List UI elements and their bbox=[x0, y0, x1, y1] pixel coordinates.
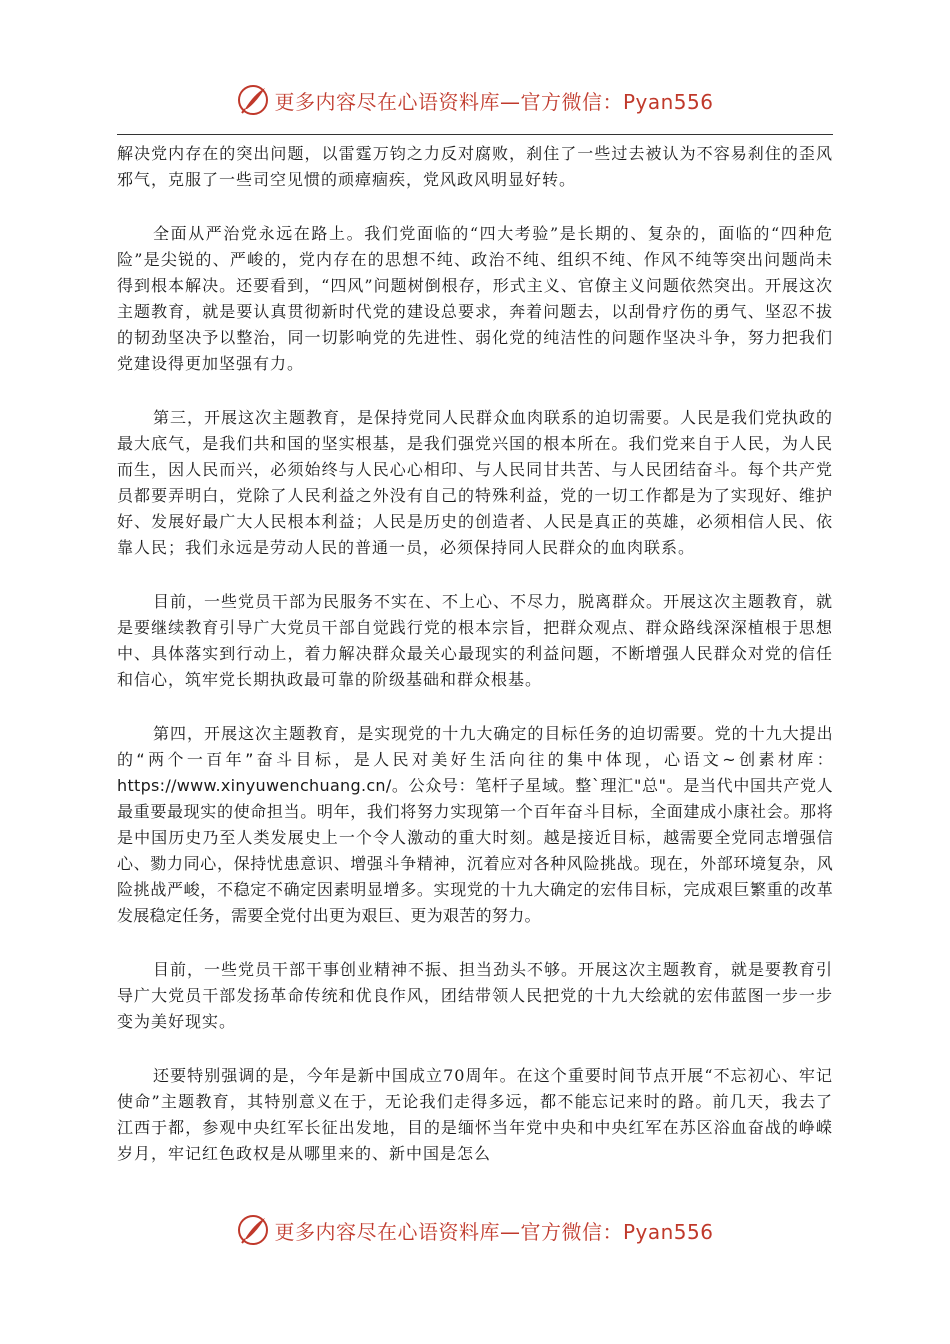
document-body bbox=[117, 141, 833, 1195]
header-divider bbox=[117, 134, 833, 135]
header-banner bbox=[0, 80, 950, 120]
quill-pen-icon bbox=[236, 83, 270, 117]
header-banner-text: 更多内容尽在心语资料库—官方微信：Pyan556 bbox=[274, 89, 714, 114]
paragraph: 目前，一些党员干部为民服务不实在、不上心、不尽力，脱离群众。开展这次主题教育，就是要继续教育引导广大党员干部自觉践行党的根本宗旨，把群众观点、群众路线深深植根于思想中、具体落实到行动上，着力解决群众最关心最现实的利益问题，不断增强人民群众对党的信任和信心，筑牢党长期执政最可靠的阶级基础和群众根基。 bbox=[117, 592, 834, 689]
footer-banner bbox=[0, 1210, 950, 1250]
paragraph: 解决党内存在的突出问题，以雷霆万钧之力反对腐败，刹住了一些过去被认为不容易刹住的歪风邪气，克服了一些司空见惯的顽瘴痼疾，党风政风明显好转。 bbox=[117, 144, 833, 189]
paragraph: 第四，开展这次主题教育，是实现党的十九大确定的目标任务的迫切需要。党的十九大提出的“两个一百年”奋斗目标，是人民对美好生活向往的集中体现，心语文~创素材库：https://www.xinyuwenchuang.cn/。公众号：笔杆子星域。整`理汇"总"。是当代中国共产党人最重要最现实的使命担当。明年，我们将努力实现第一个百年奋斗目标，全面建成小康社会。那将是中国历史乃至人类发展史上一个令人激动的重大时刻。越是接近目标，越需要全党同志增强信心、勠力同心，保持忧患意识、增强斗争精神，沉着应对各种风险挑战。现在，外部环境复杂，风险挑战严峻，不稳定不确定因素明显增多。实现党的十九大确定的宏伟目标，完成艰巨繁重的改革发展稳定任务，需要全党付出更为艰巨、更为艰苦的努力。 bbox=[117, 724, 833, 925]
paragraph: 目前，一些党员干部干事创业精神不振、担当劲头不够。开展这次主题教育，就是要教育引导广大党员干部发扬革命传统和优良作风，团结带领人民把党的十九大绘就的宏伟蓝图一步一步变为美好现实。 bbox=[117, 960, 834, 1031]
footer-banner-text: 更多内容尽在心语资料库—官方微信：Pyan556 bbox=[274, 1219, 714, 1244]
paragraph: 第三，开展这次主题教育，是保持党同人民群众血肉联系的迫切需要。人民是我们党执政的最大底气，是我们共和国的坚实根基，是我们强党兴国的根本所在。我们党来自于人民，为人民而生，因人民而兴，必须始终与人民心心相印、与人民同甘共苦、与人民团结奋斗。每个共产党员都要弄明白，党除了人民利益之外没有自己的特殊利益，党的一切工作都是为了实现好、维护好、发展好最广大人民根本利益；人民是历史的创造者、人民是真正的英雄，必须相信人民、依靠人民；我们永远是劳动人民的普通一员，必须保持同人民群众的血肉联系。 bbox=[117, 408, 834, 557]
quill-pen-icon bbox=[236, 1213, 270, 1247]
paragraph: 还要特别强调的是，今年是新中国成立70周年。在这个重要时间节点开展“不忘初心、牢记使命”主题教育，其特别意义在于，无论我们走得多远，都不能忘记来时的路。前几天，我去了江西于都，参观中央红军长征出发地，目的是缅怀当年党中央和中央红军在苏区浴血奋战的峥嵘岁月，牢记红色政权是从哪里来的、新中国是怎么 bbox=[117, 1066, 833, 1163]
paragraph: 全面从严治党永远在路上。我们党面临的“四大考验”是长期的、复杂的，面临的“四种危险”是尖锐的、严峻的，党内存在的思想不纯、政治不纯、组织不纯、作风不纯等突出问题尚未得到根本解决。还要看到，“四风”问题树倒根存，形式主义、官僚主义问题依然突出。开展这次主题教育，就是要认真贯彻新时代党的建设总要求，奔着问题去，以刮骨疗伤的勇气、坚忍不拔的韧劲坚决予以整治，同一切影响党的先进性、弱化党的纯洁性的问题作坚决斗争，努力把我们党建设得更加坚强有力。 bbox=[117, 224, 833, 373]
